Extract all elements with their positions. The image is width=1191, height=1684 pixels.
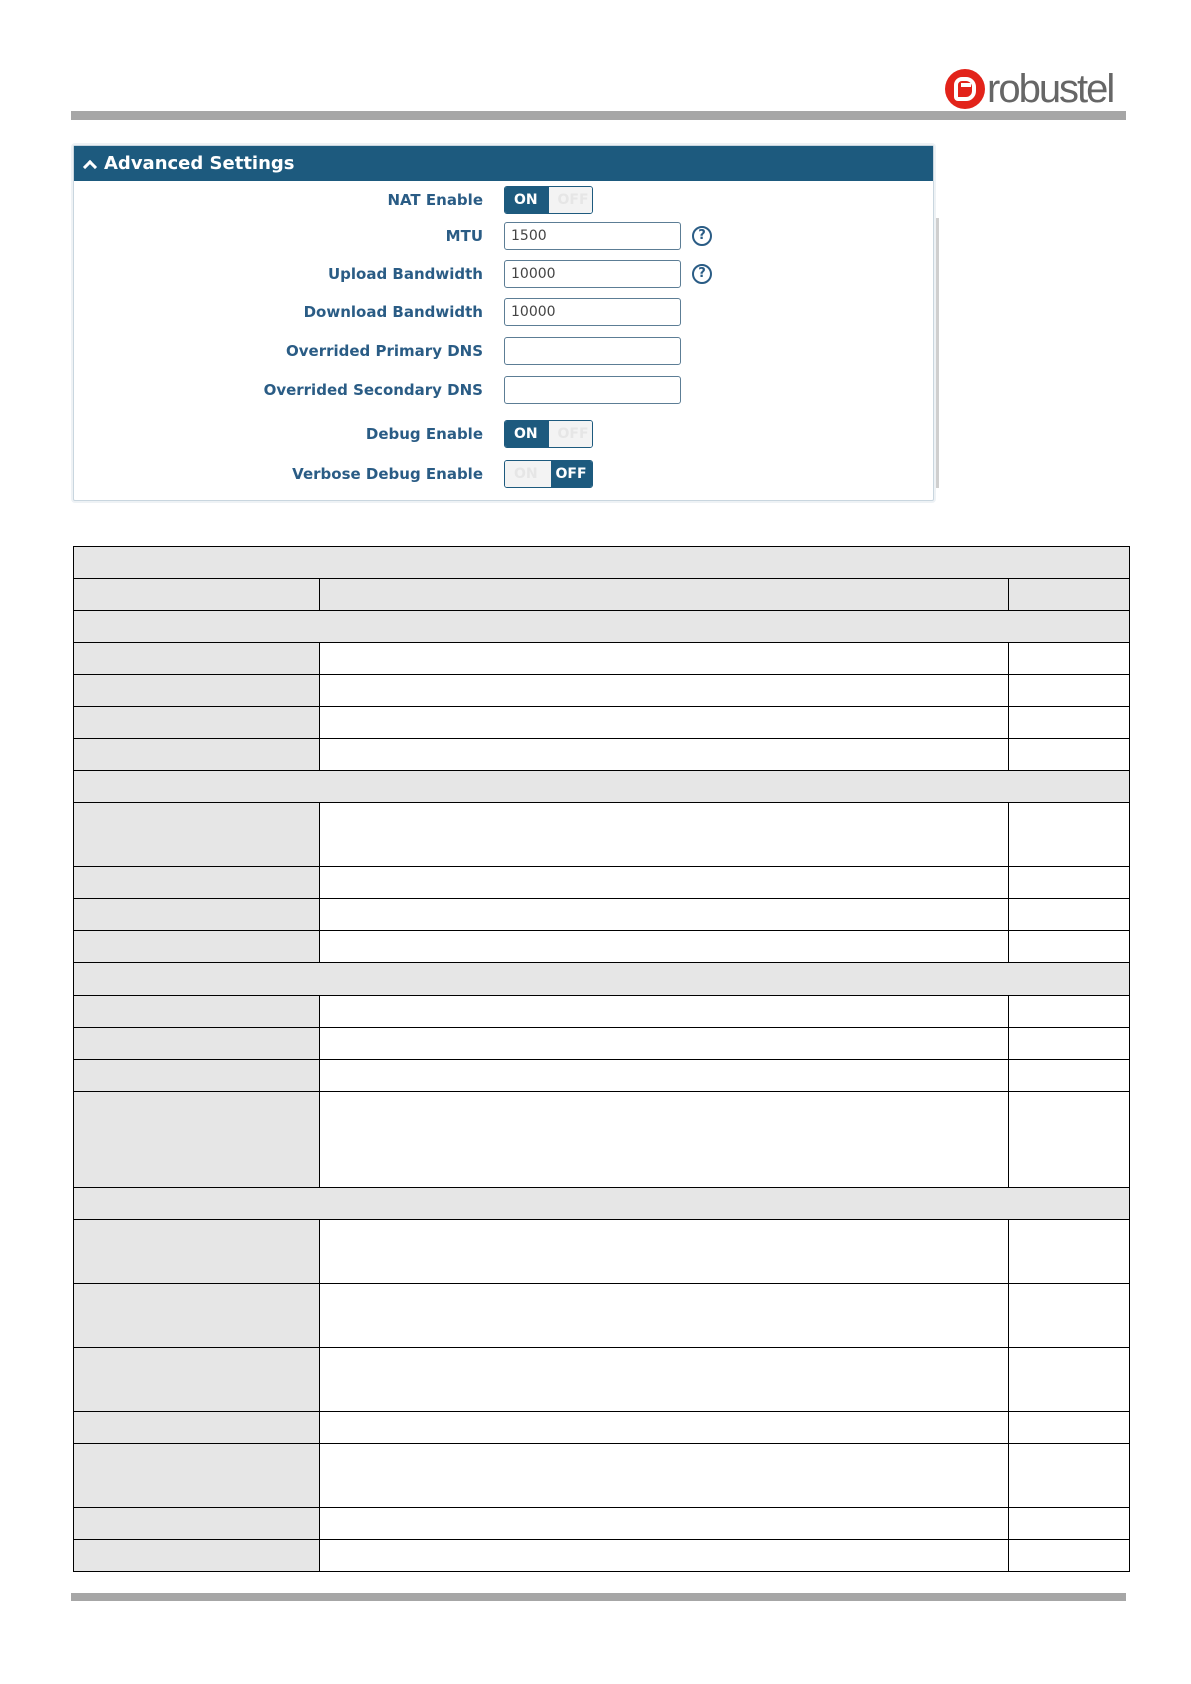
verbose-debug-enable-off: OFF bbox=[551, 461, 593, 487]
table-row bbox=[74, 1412, 1130, 1444]
table-section-row bbox=[74, 963, 1130, 996]
footer-divider bbox=[71, 1593, 1126, 1601]
help-icon[interactable]: ? bbox=[692, 226, 712, 246]
table-row bbox=[74, 1348, 1130, 1412]
field-debug-enable bbox=[74, 420, 933, 450]
field-verbose-debug-enable bbox=[74, 460, 933, 490]
table-row bbox=[74, 996, 1130, 1028]
table-row bbox=[74, 1220, 1130, 1284]
panel-title: Advanced Settings bbox=[104, 153, 295, 174]
nat-enable-on: ON bbox=[505, 187, 549, 213]
panel-scrollbar[interactable] bbox=[936, 218, 939, 488]
panel-header[interactable] bbox=[74, 146, 933, 181]
mtu-label: MTU bbox=[445, 227, 483, 245]
download-bandwidth-input[interactable] bbox=[504, 298, 681, 326]
table-row bbox=[74, 1060, 1130, 1092]
advanced-settings-panel bbox=[73, 145, 934, 501]
field-primary-dns bbox=[74, 337, 933, 367]
table-row bbox=[74, 867, 1130, 899]
table-section-row bbox=[74, 611, 1130, 643]
table-header-row bbox=[74, 579, 1130, 611]
table-row bbox=[74, 1284, 1130, 1348]
table-row bbox=[74, 803, 1130, 867]
table-row bbox=[74, 1444, 1130, 1508]
field-nat-enable bbox=[74, 186, 933, 216]
field-mtu bbox=[74, 222, 933, 252]
nat-enable-off: OFF bbox=[549, 187, 593, 213]
table-row bbox=[74, 643, 1130, 675]
download-bandwidth-label: Download Bandwidth bbox=[303, 303, 483, 321]
verbose-debug-enable-on: ON bbox=[505, 461, 551, 487]
primary-dns-input[interactable] bbox=[504, 337, 681, 365]
mtu-input[interactable] bbox=[504, 222, 681, 250]
field-secondary-dns bbox=[74, 376, 933, 406]
table-section-row bbox=[74, 1188, 1130, 1220]
field-download-bandwidth bbox=[74, 298, 933, 328]
parameter-table bbox=[73, 546, 1130, 1572]
table-row bbox=[74, 899, 1130, 931]
table-section-row bbox=[74, 771, 1130, 803]
primary-dns-label: Overrided Primary DNS bbox=[286, 342, 483, 360]
table-row bbox=[74, 707, 1130, 739]
debug-enable-on: ON bbox=[505, 421, 549, 447]
debug-enable-toggle[interactable] bbox=[504, 420, 593, 448]
robustel-logo-icon bbox=[945, 69, 985, 109]
upload-bandwidth-input[interactable] bbox=[504, 260, 681, 288]
field-upload-bandwidth bbox=[74, 260, 933, 290]
secondary-dns-input[interactable] bbox=[504, 376, 681, 404]
debug-enable-label: Debug Enable bbox=[365, 425, 483, 443]
chevron-up-icon bbox=[83, 159, 97, 173]
nat-enable-label: NAT Enable bbox=[387, 191, 483, 209]
robustel-logo bbox=[945, 66, 1113, 112]
table-row bbox=[74, 1092, 1130, 1188]
header-divider bbox=[71, 111, 1126, 120]
table-title-row bbox=[74, 547, 1130, 579]
brand-name: robustel bbox=[987, 66, 1114, 111]
table-row bbox=[74, 675, 1130, 707]
table-row bbox=[74, 1028, 1130, 1060]
verbose-debug-enable-toggle[interactable] bbox=[504, 460, 593, 488]
table-row bbox=[74, 931, 1130, 963]
verbose-debug-enable-label: Verbose Debug Enable bbox=[292, 465, 483, 483]
table-row bbox=[74, 1508, 1130, 1540]
table-row bbox=[74, 1540, 1130, 1572]
nat-enable-toggle[interactable] bbox=[504, 186, 593, 214]
upload-bandwidth-label: Upload Bandwidth bbox=[327, 265, 483, 283]
secondary-dns-label: Overrided Secondary DNS bbox=[263, 381, 483, 399]
table-row bbox=[74, 739, 1130, 771]
debug-enable-off: OFF bbox=[549, 421, 593, 447]
help-icon[interactable]: ? bbox=[692, 264, 712, 284]
